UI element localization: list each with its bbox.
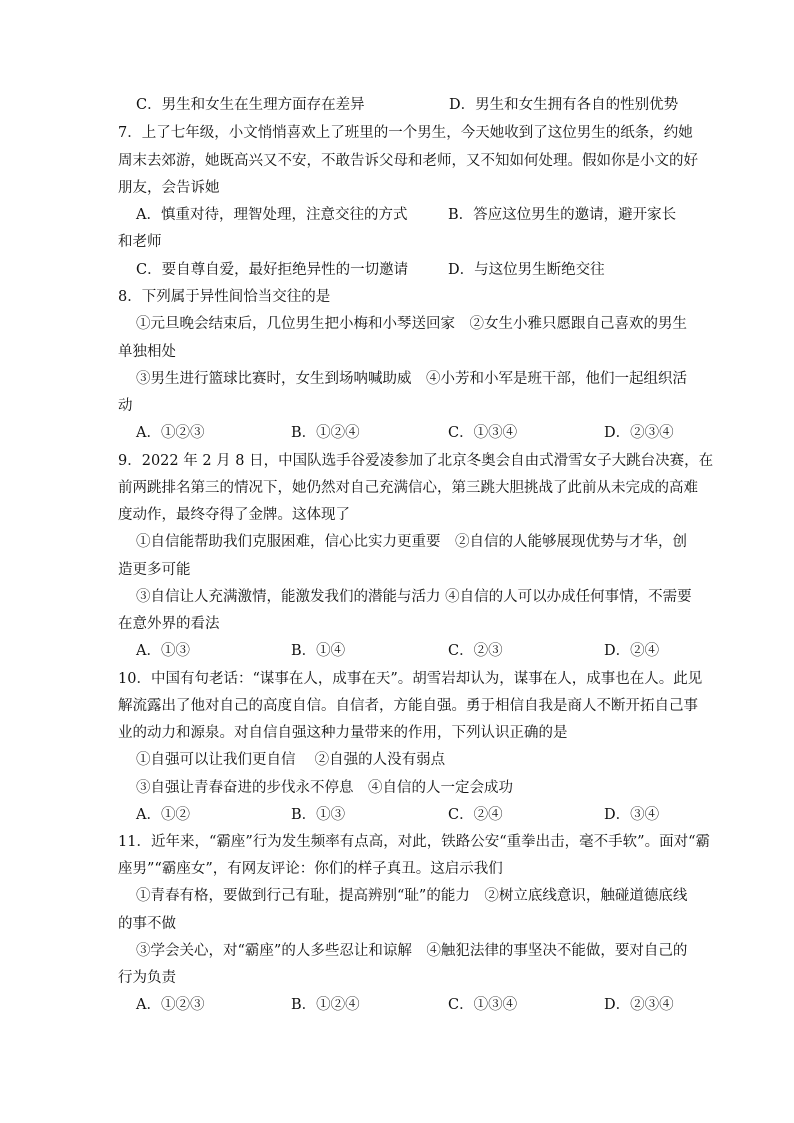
q11-option-d: D．②③④ [604,997,674,1013]
q10-item-line-2: ③自强让青春奋进的步伐永不停息 ④自信的人一定会成功 [136,780,513,796]
q9-option-c: C．②③ [448,643,503,659]
q6-option-d: D．男生和女生拥有各自的性别优势 [449,97,679,113]
q11-item-line-1: ①青春有格，要做到行己有耻，提高辨别“耻”的能力 ②树立底线意识，触碰道德底线 [136,888,688,904]
q7-option-b: B．答应这位男生的邀请，避开家长 [448,207,677,223]
q9-stem-line-2: 前两跳排名第三的情况下，她仍然对自己充满信心，第三跳大胆挑战了此前从未完成的高难 [118,480,698,496]
q6-option-c: C．男生和女生在生理方面存在差异 [136,97,365,113]
q11-item-line-4: 行为负责 [118,970,176,986]
q7-option-c: C．要自尊自爱，最好拒绝异性的一切邀请 [136,262,409,278]
q9-option-d: D．②④ [604,643,660,659]
q9-item-line-1: ①自信能帮助我们克服困难，信心比实力更重要 ②自信的人能够展现优势与才华，创 [136,534,687,550]
q8-option-c: C．①③④ [448,425,518,441]
q9-stem-line-3: 度动作，最终夺得了金牌。这体现了 [118,507,350,523]
q10-item-line-1: ①自强可以让我们更自信 ②自强的人没有弱点 [136,752,446,768]
q8-item-line-2: 单独相处 [118,344,176,360]
q9-item-line-3: ③自信让人充满激情，能激发我们的潜能与活力 ④自信的人可以办成任何事情，不需要 [136,589,692,605]
q8-item-line-3: ③男生进行篮球比赛时，女生到场呐喊助威 ④小芳和小军是班干部，他们一起组织活 [136,371,687,387]
q10-stem-line-3: 业的动力和源泉。对自信自强这种力量带来的作用，下列认识正确的是 [118,725,568,741]
q8-option-a: A．①②③ [136,425,205,441]
q9-stem-line-1: 9．2022 年 2 月 8 日，中国队选手谷爱凌参加了北京冬奥会自由式滑雪女子大跳台决赛，在 [118,453,714,469]
q9-option-a: A．①③ [136,643,190,659]
q7-option-b-continued: 和老师 [118,234,162,250]
q7-stem-line-1: 7．上了七年级，小文悄悄喜欢上了班里的一个男生，今天她收到了这位男生的纸条，约她 [118,125,693,141]
q7-stem-line-3: 朋友，会告诉她 [118,180,220,196]
q10-stem-line-2: 解流露出了他对自己的高度自信。自信者，方能自强。勇于相信自我是商人不断开拓自己事 [118,698,698,714]
q8-option-d: D．②③④ [604,425,674,441]
q7-stem-line-2: 周末去郊游，她既高兴又不安，不敢告诉父母和老师，又不知如何处理。假如你是小文的好 [118,153,698,169]
q10-option-a: A．①② [136,807,190,823]
q11-item-line-2: 的事不做 [118,916,176,932]
q11-stem-line-2: 座男”“霸座女”，有网友评论：你们的样子真丑。这启示我们 [118,861,503,877]
q8-item-line-1: ①元旦晚会结束后，几位男生把小梅和小琴送回家 ②女生小雅只愿跟自己喜欢的男生 [136,316,687,332]
q10-option-c: C．②④ [448,807,503,823]
q7-option-d: D．与这位男生断绝交往 [448,262,605,278]
q8-option-b: B．①②④ [291,425,360,441]
q9-item-line-4: 在意外界的看法 [118,616,220,632]
q7-option-a: A．慎重对待，理智处理，注意交往的方式 [136,207,408,223]
q11-option-a: A．①②③ [136,997,205,1013]
q8-item-line-4: 动 [118,398,133,414]
q10-option-b: B．①③ [291,807,346,823]
q11-option-c: C．①③④ [448,997,518,1013]
q9-option-b: B．①④ [291,643,346,659]
q10-option-d: D．③④ [604,807,660,823]
q8-stem: 8．下列属于异性间恰当交往的是 [118,289,331,305]
q11-item-line-3: ③学会关心，对“霸座”的人多些忍让和谅解 ④触犯法律的事坚决不能做，要对自己的 [136,943,688,959]
q10-stem-line-1: 10．中国有句老话：“谋事在人，成事在天”。胡雪岩却认为，谋事在人，成事也在人。此见 [118,671,703,687]
q11-option-b: B．①②④ [291,997,360,1013]
q9-item-line-2: 造更多可能 [118,562,191,578]
q11-stem-line-1: 11．近年来，“霸座”行为发生频率有点高，对此，铁路公安“重拳出击，毫不手软”。面对“霸 [118,834,711,850]
